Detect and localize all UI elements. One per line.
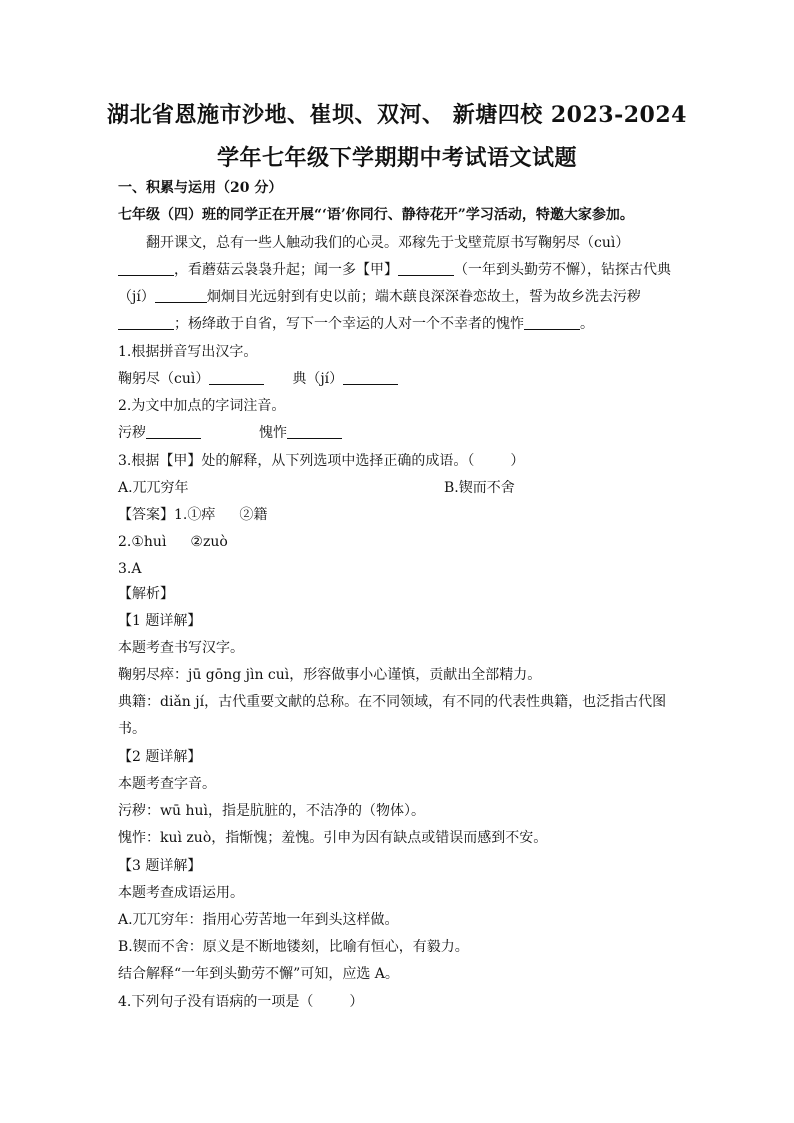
question-4-prompt (118, 993, 363, 1011)
answer-blank[interactable] (118, 315, 174, 330)
q3-prompt-close: ） (510, 453, 525, 469)
page-title-line-1: 湖北省恩施市沙地、崔坝、双河、 新塘四校 2023-2024 (107, 102, 687, 128)
answer-blank[interactable] (398, 261, 454, 276)
answer-line-2 (118, 533, 228, 551)
detail-2-line: 愧怍：kuì zuò，指惭愧；羞愧。引申为因有缺点或错误而感到不安。 (118, 830, 548, 846)
question-2-items (118, 424, 342, 442)
q3-option-a[interactable]: A.兀兀穷年 (118, 480, 189, 496)
passage-line-4 (118, 315, 594, 333)
answer-blank[interactable] (146, 424, 201, 439)
detail-3-line: B.锲而不舍：原义是不断地镂刻，比喻有恒心，有毅力。 (118, 939, 469, 955)
answer-blank[interactable] (343, 370, 398, 385)
answer-line-3: 3.A (118, 561, 142, 577)
answer-text: 【答案】1.①瘁 (118, 507, 216, 523)
detail-2-line: 污秽：wū huì，指是肮脏的，不洁净的（物体）。 (118, 803, 425, 819)
answer-text: 2.①huì (118, 534, 167, 550)
detail-1-line: 书。 (118, 721, 146, 737)
analysis-heading: 【解析】 (118, 586, 174, 602)
passage-text: （jí） (118, 289, 155, 305)
detail-3-heading: 【3 题详解】 (118, 858, 202, 874)
q4-prompt-close: ） (349, 994, 364, 1010)
answer-blank[interactable] (287, 424, 342, 439)
page-title-line-2: 学年七年级下学期期中考试语文试题 (216, 145, 577, 171)
q2-item-a: 污秽 (118, 425, 146, 441)
detail-2-heading: 【2 题详解】 (118, 749, 202, 765)
passage-line-1: 翻开课文，总有一些人触动我们的心灵。邓稼先于戈壁荒原书写鞠躬尽（cuì） (146, 235, 630, 251)
detail-1-line: 鞠躬尽瘁：jū gōng jìn cuì，形容做事小心谨慎，贡献出全部精力。 (118, 667, 542, 683)
q3-prompt-text: 3.根据【甲】处的解释，从下列选项中选择正确的成语。（ (118, 453, 475, 469)
detail-3-line: 本题考查成语运用。 (118, 885, 244, 901)
question-3-prompt (118, 452, 524, 470)
answer-text: ②籍 (239, 507, 268, 523)
passage-line-2 (118, 261, 671, 279)
q1-item-b: 典（jí） (292, 371, 344, 387)
q2-item-b: 愧怍 (259, 425, 287, 441)
answer-line-1 (118, 506, 267, 524)
answer-blank[interactable] (118, 261, 174, 276)
question-1-items (118, 370, 398, 388)
answer-blank[interactable] (155, 288, 207, 303)
detail-1-line: 典籍：diǎn jí，古代重要文献的总称。在不同领域，有不同的代表性典籍，也泛指古代图 (118, 694, 667, 710)
passage-text: 。 (580, 316, 594, 332)
answer-text: ②zuò (190, 534, 228, 550)
passage-text: ；杨绛敢于自省，写下一个幸运的人对一个不幸者的愧怍 (174, 316, 524, 332)
q3-option-b[interactable]: B.锲而不舍 (444, 480, 515, 496)
detail-2-line: 本题考查字音。 (118, 776, 216, 792)
passage-text: （一年到头勤劳不懈），钻探古代典 (454, 262, 671, 278)
section-heading: 一、积累与运用（20 分） (118, 180, 283, 196)
passage-line-3 (118, 288, 641, 306)
answer-blank[interactable] (524, 315, 580, 330)
q4-prompt-text: 4.下列句子没有语病的一项是（ (118, 994, 314, 1010)
detail-3-line: A.兀兀穷年：指用心劳苦地一年到头这样做。 (118, 912, 399, 928)
activity-intro: 七年级（四）班的同学正在开展“‘语’你同行、静待花开”学习活动，特邀大家参加。 (118, 207, 634, 223)
detail-3-line: 结合解释“一年到头勤劳不懈”可知，应选 A。 (118, 966, 399, 982)
detail-1-heading: 【1 题详解】 (118, 613, 202, 629)
q1-item-a: 鞠躬尽（cuì） (118, 371, 210, 387)
detail-1-line: 本题考查书写汉字。 (118, 640, 244, 656)
passage-text: ，看蘑菇云袅袅升起；闻一多【甲】 (174, 262, 398, 278)
answer-blank[interactable] (209, 370, 264, 385)
question-1-prompt: 1.根据拼音写出汉字。 (118, 344, 258, 360)
question-2-prompt: 2.为文中加点的字词注音。 (118, 398, 286, 414)
passage-text: 炯炯目光远射到有史以前；端木蕻良深深眷恋故土，誓为故乡洗去污秽 (206, 289, 641, 305)
